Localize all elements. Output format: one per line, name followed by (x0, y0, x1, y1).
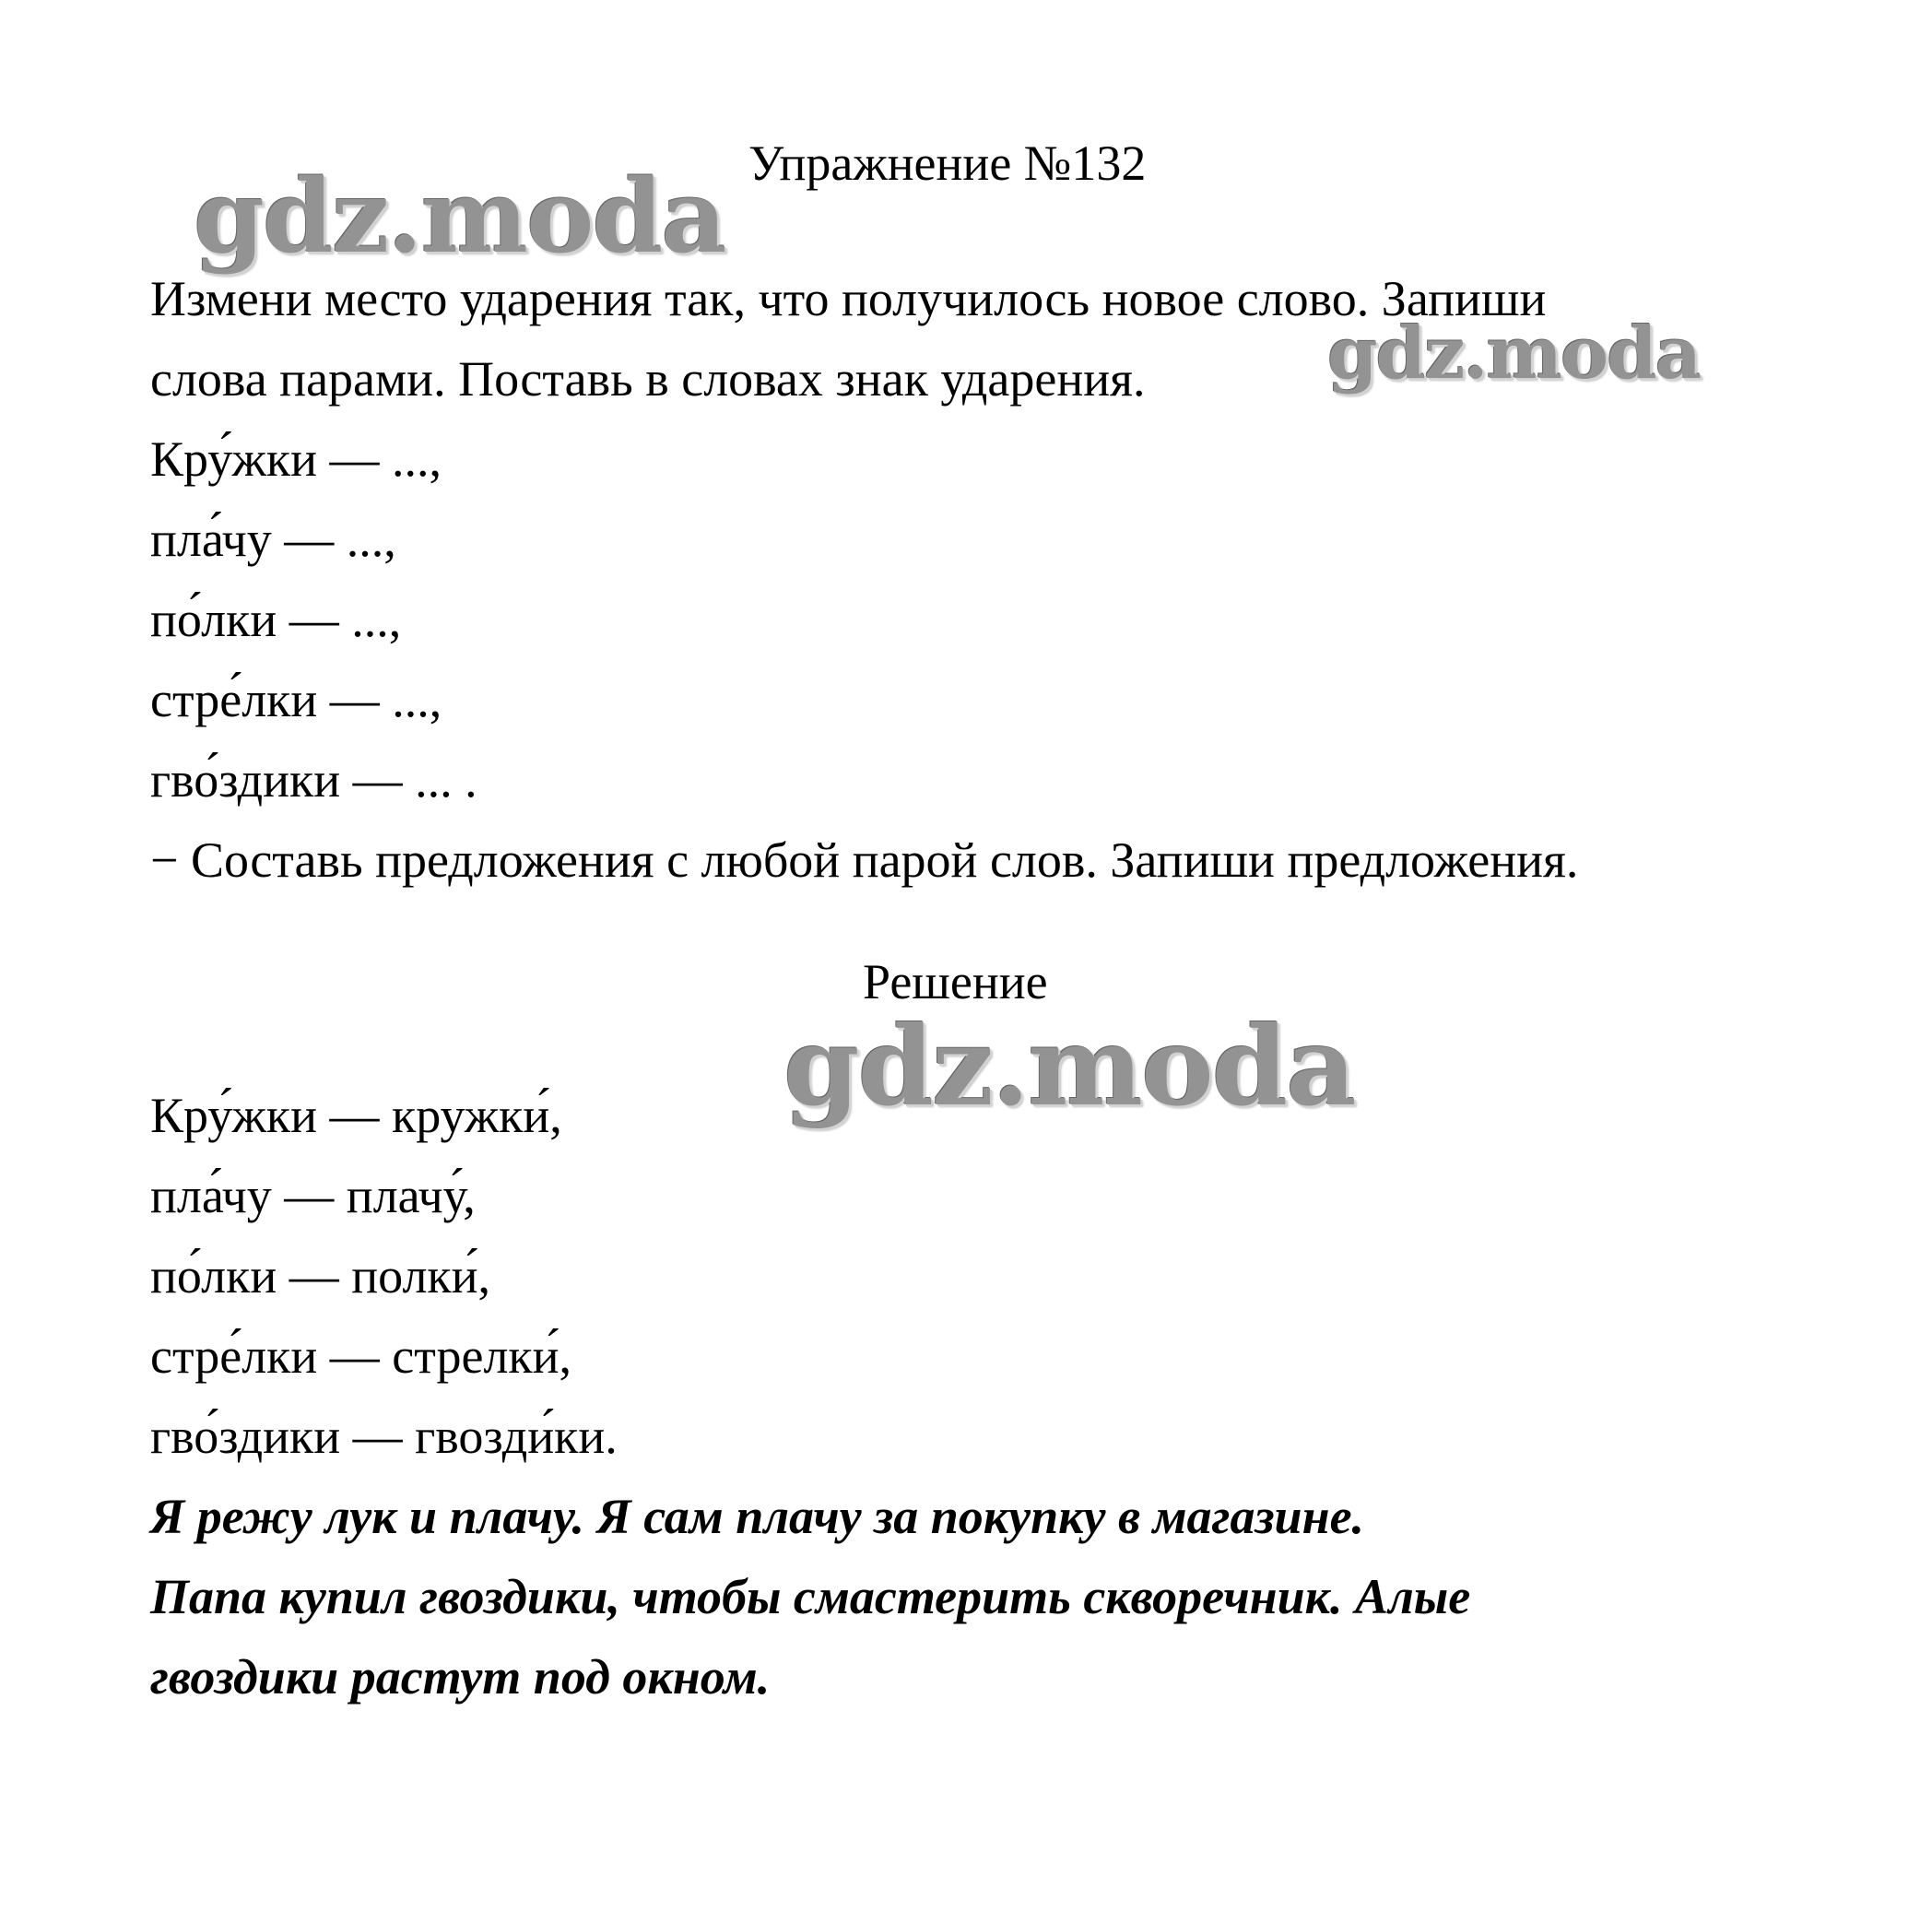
solution-pair: пла́чу — плачу́, (150, 1168, 476, 1223)
exercise-item: по́лки — ..., (150, 592, 402, 647)
exercise-item: стре́лки — ..., (150, 672, 442, 727)
exercise-item: пла́чу — ..., (150, 512, 396, 567)
solution-sentence: Я режу лук и плачу. Я сам плачу за покупку в магазине. (150, 1489, 1365, 1544)
solution-pair: стре́лки — стрелки́, (150, 1328, 572, 1384)
solution-sentence: Папа купил гвоздики, чтобы смастерить скворечник. Алые (150, 1569, 1471, 1624)
solution-pair: Кру́жки — кружки́, (150, 1088, 562, 1143)
solution-heading: Решение (863, 954, 1048, 1009)
solution-pair: по́лки — полки́, (150, 1248, 491, 1304)
solution-pair: гво́здики — гвозди́ки. (150, 1409, 618, 1464)
watermark-logo-middle: gdz.moda (1327, 312, 1701, 395)
instruction-line-2: слова парами. Поставь в словах знак ударения. (150, 351, 1146, 407)
exercise-item: гво́здики — ... . (150, 752, 477, 808)
watermark-logo-top: gdz.moda (194, 157, 725, 276)
solution-sentence: гвоздики растут под окном. (150, 1649, 771, 1705)
exercise-item: Кру́жки — ..., (150, 431, 442, 487)
exercise-task-2: − Составь предложения с любой парой слов. Запиши предложения. (150, 832, 1579, 888)
instruction-line-1: Измени место ударения так, что получилось новое слово. Запиши (150, 271, 1547, 326)
exercise-title: Упражнение №132 (748, 136, 1147, 191)
watermark-logo-solution: gdz.moda (783, 1002, 1355, 1130)
